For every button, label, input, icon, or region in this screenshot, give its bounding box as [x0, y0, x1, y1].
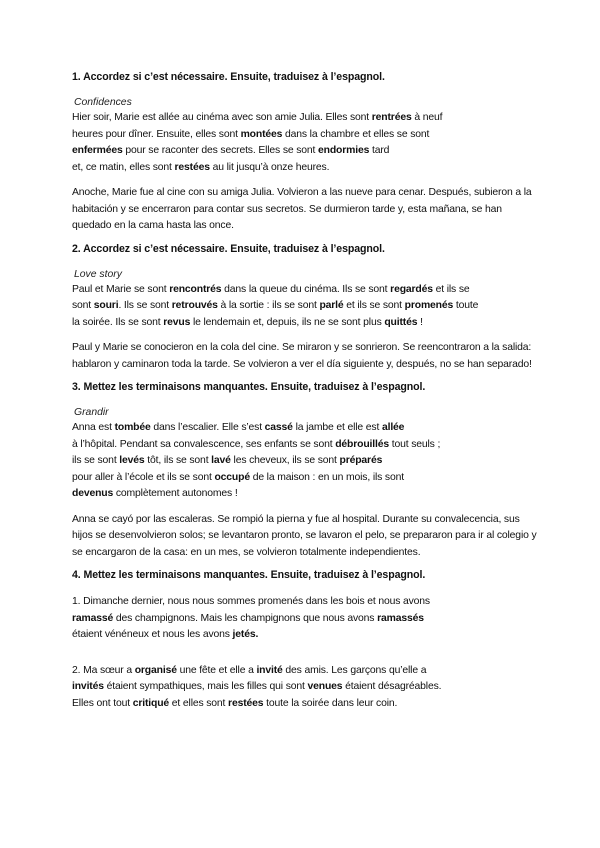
text-run: de la maison : en un mois, ils sont: [249, 471, 404, 483]
answer-word: venues: [307, 681, 343, 692]
text-run: tout seuls ;: [389, 438, 441, 450]
answer-word: restées: [174, 161, 210, 173]
answer-word: regardés: [390, 283, 433, 295]
text-run: ils se sont: [72, 455, 120, 466]
answer-word: ramassé: [72, 612, 114, 624]
exercise-3: [72, 380, 542, 561]
text-run: et ils se: [432, 283, 470, 295]
answer-word: allée: [381, 422, 405, 433]
answer-word: préparés: [339, 455, 383, 466]
exercise-1-subtitle: Confidences: [74, 97, 132, 108]
text-run: sont: [72, 300, 94, 311]
answer-word: tombée: [114, 422, 151, 433]
text-run: . Ils se sont: [118, 300, 172, 311]
exercise-4-heading: 4. Mettez les terminaisons manquantes. Ensuite, traduisez à l’espagnol.: [72, 569, 426, 581]
text-run: les cheveux, ils se sont: [230, 455, 340, 466]
exercise-4-item-2: [72, 663, 542, 713]
answer-word: invités: [72, 681, 104, 692]
text-run: et elles sont: [169, 697, 229, 709]
text-run: toute: [453, 300, 479, 311]
answer-word: endormies: [318, 145, 370, 156]
text-run: pour se raconter des secrets. Elles se sont: [122, 145, 319, 156]
text-run: la jambe et elle est: [292, 422, 382, 433]
answer-word: revus: [163, 316, 191, 328]
exercise-2-heading: 2. Accordez si c’est nécessaire. Ensuite, traduisez à l’espagnol.: [72, 242, 385, 255]
text-run: dans la chambre et elles se sont: [282, 128, 430, 140]
text-run: 2. Ma sœur a: [72, 664, 135, 676]
text-run: pour aller à l’école et ils se sont: [72, 471, 215, 483]
text-run: Hier soir, Marie est allée au cinéma avec son amie Julia. Elles sont: [72, 112, 372, 123]
answer-word: rentrées: [371, 112, 412, 123]
exercise-2-subtitle: Love story: [74, 268, 122, 280]
text-run: dans l’escalier. Elle s’est: [150, 422, 265, 433]
exercise-3-spanish-translation: Anna se cayó por las escaleras. Se rompió la pierna y fue al hospital. Durante su convalecencia, sus hijos se desenvolvieron solos; se levantaron pronto, se lavaron el pelo, se prepararon para ir al colegio y se encargaron de la casa: en un mes, se volvieron totalmente independientes.: [72, 513, 537, 558]
answer-word: jetés.: [232, 629, 259, 640]
text-run: des amis. Les garçons qu’elle a: [282, 664, 427, 676]
answer-word: retrouvés: [171, 300, 218, 311]
text-run: étaient désagréables.: [342, 681, 442, 692]
text-run: 1. Dimanche dernier, nous nous sommes promenés dans les bois et nous avons: [72, 596, 430, 607]
exercise-4-item-1: [72, 594, 542, 644]
exercise-2: [72, 242, 542, 374]
text-run: Paul et Marie se sont: [72, 283, 170, 295]
text-run: complètement autonomes !: [113, 488, 238, 499]
answer-word: devenus: [72, 488, 114, 499]
text-run: dans la queue du cinéma. Ils se sont: [221, 283, 391, 295]
exercise-1: [72, 70, 542, 235]
exercise-1-heading: 1. Accordez si c’est nécessaire. Ensuite, traduisez à l’espagnol.: [72, 71, 385, 83]
answer-word: restées: [228, 697, 264, 709]
text-run: à neuf: [411, 112, 443, 123]
answer-word: montées: [240, 128, 283, 140]
answer-word: invité: [256, 664, 283, 676]
text-run: à l’hôpital. Pendant sa convalescence, ses enfants se sont: [72, 438, 336, 450]
answer-word: promenés: [404, 300, 454, 311]
exercise-3-heading: 3. Mettez les terminaisons manquantes. Ensuite, traduisez à l’espagnol.: [72, 381, 426, 393]
text-run: le lendemain et, depuis, ils ne se sont plus: [190, 316, 385, 328]
exercise-4: [72, 568, 542, 712]
text-run: et ils se sont: [343, 300, 405, 311]
text-run: une fête et elle a: [176, 664, 257, 676]
text-run: étaient vénéneux et nous les avons: [72, 629, 233, 640]
text-run: à la sortie : ils se sont: [217, 300, 320, 311]
exercise-3-subtitle: Grandir: [74, 407, 109, 418]
spacer: [72, 653, 542, 663]
answer-word: critiqué: [132, 697, 170, 709]
text-run: au lit jusqu’à onze heures.: [209, 161, 330, 173]
worksheet-page: [72, 70, 542, 721]
answer-word: lavé: [211, 455, 231, 466]
text-run: !: [417, 316, 423, 328]
answer-word: débrouillés: [335, 438, 389, 450]
text-run: et, ce matin, elles sont: [72, 161, 175, 173]
text-run: la soirée. Ils se sont: [72, 316, 164, 328]
text-run: tard: [369, 145, 390, 156]
text-run: heures pour dîner. Ensuite, elles sont: [72, 128, 241, 140]
text-run: tôt, ils se sont: [144, 455, 212, 466]
text-run: toute la soirée dans leur coin.: [263, 697, 398, 709]
exercise-2-spanish-translation: Paul y Marie se conocieron en la cola del cine. Se miraron y se sonrieron. Se reencontraron a la salida: hablaron y caminaron toda la tarde. Se volvieron a ver el día siguiente y, después, no se han separado!: [72, 342, 532, 370]
exercise-1-spanish-translation: Anoche, Marie fue al cine con su amiga Julia. Volvieron a las nueve para cenar. Después, subieron a la habitación y se encerraron para contar sus secretos. Se durmieron tarde y, esta mañana, se han quedado en la cama hasta las once.: [72, 187, 532, 231]
answer-word: parlé: [319, 300, 344, 311]
answer-word: organisé: [134, 664, 177, 676]
answer-word: quittés: [384, 316, 418, 328]
text-run: des champignons. Mais les champignons que nous avons: [113, 612, 378, 624]
exercise-2-french-text: [72, 282, 542, 332]
exercise-1-french-text: [72, 110, 542, 176]
answer-word: occupé: [214, 471, 250, 483]
answer-word: enfermées: [72, 145, 123, 156]
text-run: Elles ont tout: [72, 697, 133, 709]
answer-word: souri: [93, 300, 119, 311]
text-run: étaient sympathiques, mais les filles qui sont: [103, 681, 308, 692]
text-run: Anna est: [72, 422, 115, 433]
answer-word: ramassés: [377, 612, 424, 624]
answer-word: levés: [119, 455, 145, 466]
exercise-3-french-text: [72, 420, 542, 503]
answer-word: cassé: [264, 422, 293, 433]
answer-word: rencontrés: [169, 283, 222, 295]
